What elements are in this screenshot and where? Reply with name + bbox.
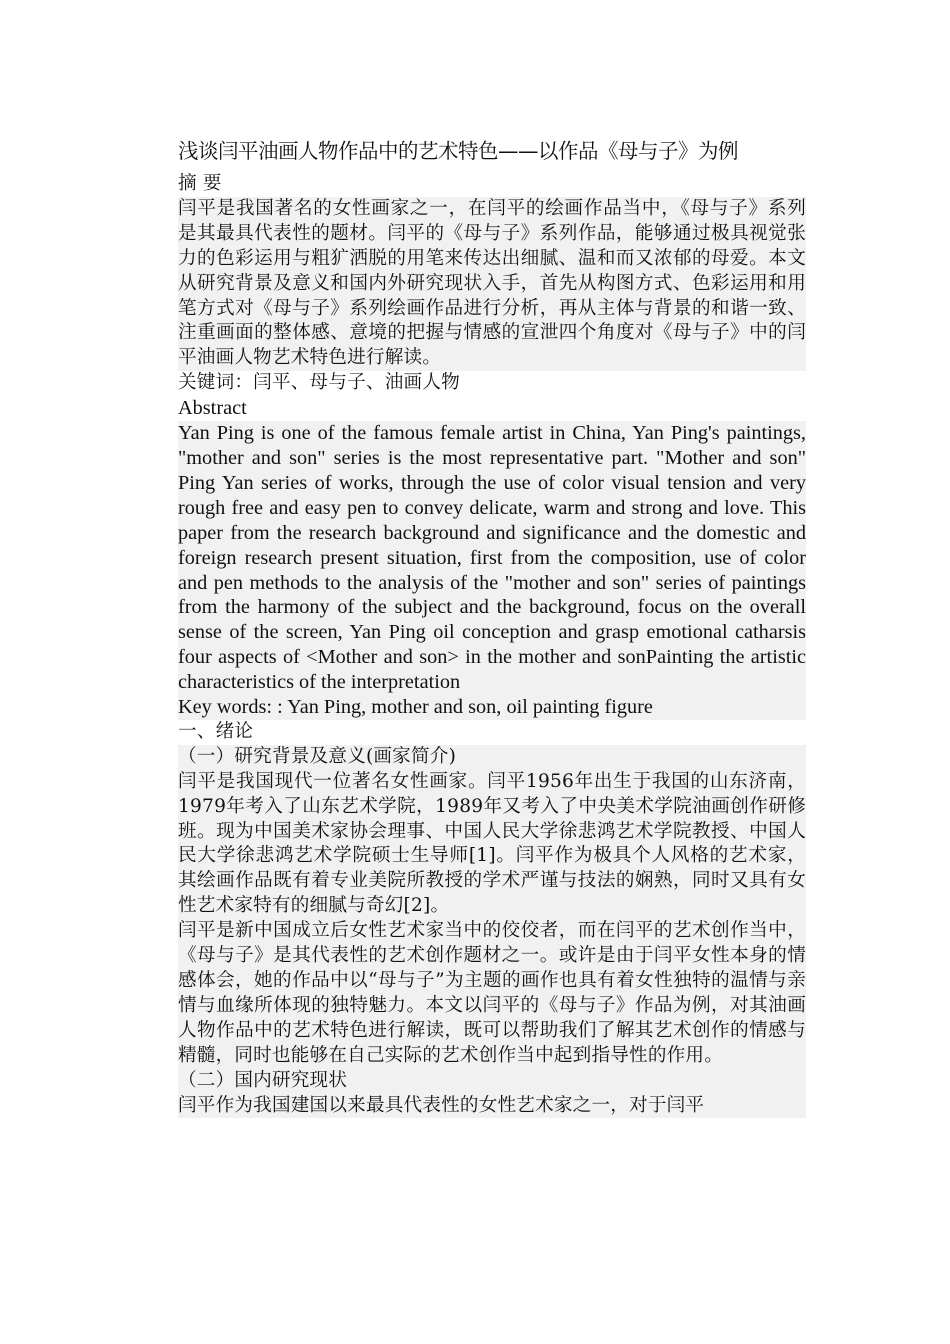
section-1-2-paragraph-1: 闫平作为我国建国以来最具代表性的女性艺术家之一，对于闫平 xyxy=(178,1094,806,1119)
section-1-1-heading: （一）研究背景及意义(画家简介) xyxy=(178,745,806,770)
abstract-cn-body: 闫平是我国著名的女性画家之一，在闫平的绘画作品当中，《母与子》系列是其最具代表性的题材。闫平的《母与子》系列作品，能够通过极具视觉张力的色彩运用与粗犷洒脱的用笔来传达出细腻、温和而又浓郁的母爱。本文从研究背景及意义和国内外研究现状入手，首先从构图方式、色彩运用和用笔方式对《母与子》系列绘画作品进行分析，再从主体与背景的和谐一致、注重画面的整体感、意境的把握与情感的宣泄四个角度对《母与子》中的闫平油画人物艺术特色进行解读。 xyxy=(178,197,806,371)
section-1-1-paragraph-2: 闫平是新中国成立后女性艺术家当中的佼佼者，而在闫平的艺术创作当中，《母与子》是其代表性的艺术创作题材之一。或许是由于闫平女性本身的情感体会，她的作品中以“母与子”为主题的画作也具有着女性独特的温情与亲情与血缘所体现的独特魅力。本文以闫平的《母与子》作品为例，对其油画人物作品中的艺术特色进行解读，既可以帮助我们了解其艺术创作的情感与精髓，同时也能够在自己实际的艺术创作当中起到指导性的作用。 xyxy=(178,919,806,1068)
document-title: 浅谈闫平油画人物作品中的艺术特色——以作品《母与子》为例 xyxy=(178,139,738,163)
abstract-cn-heading: 摘 要 xyxy=(178,173,222,194)
keywords-cn: 关键词：闫平、母与子、油画人物 xyxy=(178,372,460,394)
section-1-heading: 一、绪论 xyxy=(178,720,254,742)
abstract-en-body: Yan Ping is one of the famous female artist in China, Yan Ping's paintings, "mother and son" series is the most representative part. "Mother and son" Ping Yan series of works, through the use of color visual tension and very rough free and easy pen to convey delicate, warm and strong and love. This paper from the research background and significance and the domestic and foreign research present situation, first from the composition, use of color and pen methods to the analysis of the "mother and son" series of paintings from the harmony of the subject and the background, focus on the overall sense of the screen, Yan Ping oil conception and grasp emotional catharsis four aspects of <Mother and son> in the mother and sonPainting the artistic characteristics of the interpretation xyxy=(178,422,806,694)
abstract-en-heading: Abstract xyxy=(178,397,247,420)
section-1-2-heading: （二）国内研究现状 xyxy=(178,1069,806,1094)
section-1-1-paragraph-1: 闫平是我国现代一位著名女性画家。闫平1956年出生于我国的山东济南，1979年考入了山东艺术学院，1989年又考入了中央美术学院油画创作研修班。现为中国美术家协会理事、中国人民大学徐悲鸿艺术学院教授、中国人民大学徐悲鸿艺术学院硕士生导师[1]。闫平作为极具个人风格的艺术家，其绘画作品既有着专业美院所教授的学术严谨与技法的娴熟，同时又具有女性艺术家特有的细腻与奇幻[2]。 xyxy=(178,770,806,919)
document-page xyxy=(178,130,806,1118)
keywords-en: Key words: : Yan Ping, mother and son, oil painting figure xyxy=(178,695,806,720)
